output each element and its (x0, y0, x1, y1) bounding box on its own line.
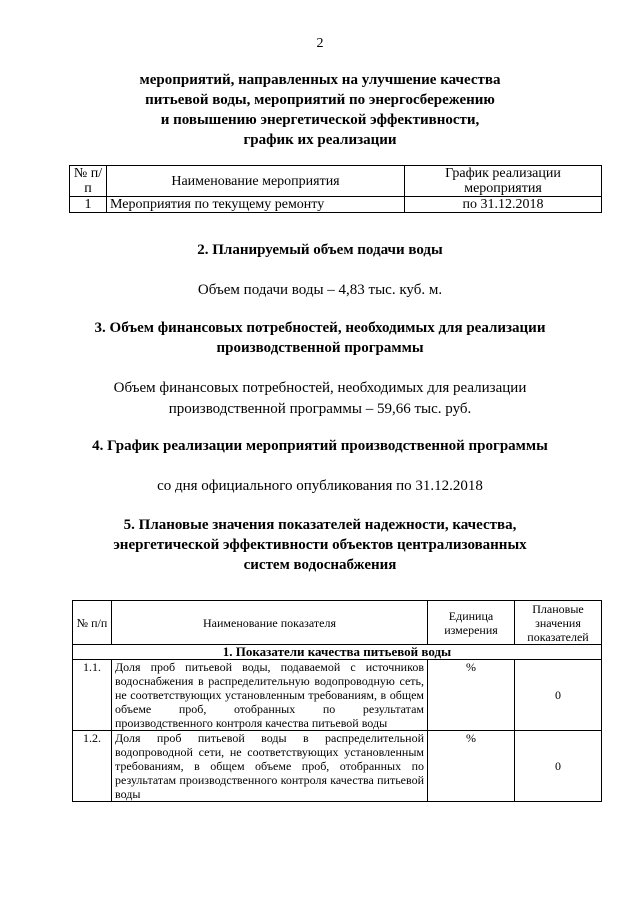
table-row (73, 731, 602, 802)
section3-text-line: Объем финансовых потребностей, необходимых для реализации (113, 380, 527, 396)
section-row (73, 645, 602, 660)
header-num: № п/п (73, 601, 112, 645)
table-row (73, 660, 602, 731)
header-unit: Единица измерения (428, 601, 515, 645)
intro-heading-line: и повышению энергетической эффективности, (160, 112, 480, 128)
section3-title-line: 3. Объем финансовых потребностей, необходимых для реализации (94, 320, 546, 336)
cell-indicator: Доля проб питьевой воды, подаваемой с источников водоснабжения в распределительную водопроводную сеть, не соответствующих установленным требованиям, в общем объеме проб, отобранных по результатам производственного контроля качества питьевой воды (112, 660, 428, 731)
intro-heading-line: мероприятий, направленных на улучшение качества (139, 72, 501, 88)
cell-indicator: Доля проб питьевой воды в распределительной водопроводной сети, не соответствующих установленным требованиям, в общем объеме проб, отобранных по результатам производственного контроля качества питьевой воды (112, 731, 428, 802)
section3-title (0, 318, 640, 358)
table-row (70, 197, 602, 213)
table-header-row (70, 166, 602, 197)
section2-text: Объем подачи воды – 4,83 тыс. куб. м. (197, 282, 443, 298)
section3-title-line: производственной программы (216, 340, 424, 356)
cell-unit: % (428, 660, 515, 731)
measures-table (69, 165, 602, 213)
section3-text-line: производственной программы – 59,66 тыс. руб. (168, 401, 472, 417)
table-header-row (73, 601, 602, 645)
section5-title-line: 5. Плановые значения показателей надежности, качества, (123, 517, 517, 533)
section5-title-line: энергетической эффективности объектов централизованных (113, 537, 527, 553)
header-num: № п/п (70, 166, 107, 197)
section4-title: 4. График реализации мероприятий производственной программы (92, 438, 548, 454)
section2-title: 2. Планируемый объем подачи воды (197, 242, 443, 258)
header-name: Наименование мероприятия (107, 166, 405, 197)
section-title: 1. Показатели качества питьевой воды (73, 645, 602, 660)
cell-unit: % (428, 731, 515, 802)
intro-heading-line: график их реализации (243, 132, 397, 148)
page-number: 2 (316, 36, 324, 51)
indicators-table (72, 600, 602, 802)
intro-heading (0, 70, 640, 150)
header-schedule: График реализации мероприятия (405, 166, 602, 197)
section5-title (0, 515, 640, 575)
intro-heading-line: питьевой воды, мероприятий по энергосбережению (145, 92, 495, 108)
header-planned: Плановые значения показателей (515, 601, 602, 645)
cell-value: 0 (515, 660, 602, 731)
cell-name: Мероприятия по текущему ремонту (107, 197, 405, 213)
cell-num: 1 (70, 197, 107, 213)
cell-num: 1.2. (73, 731, 112, 802)
section4-text: со дня официального опубликования по 31.12.2018 (157, 478, 483, 494)
section3-text (0, 378, 640, 420)
cell-value: 0 (515, 731, 602, 802)
section5-title-line: систем водоснабжения (243, 557, 397, 573)
header-indicator: Наименование показателя (112, 601, 428, 645)
cell-schedule: по 31.12.2018 (405, 197, 602, 213)
cell-num: 1.1. (73, 660, 112, 731)
